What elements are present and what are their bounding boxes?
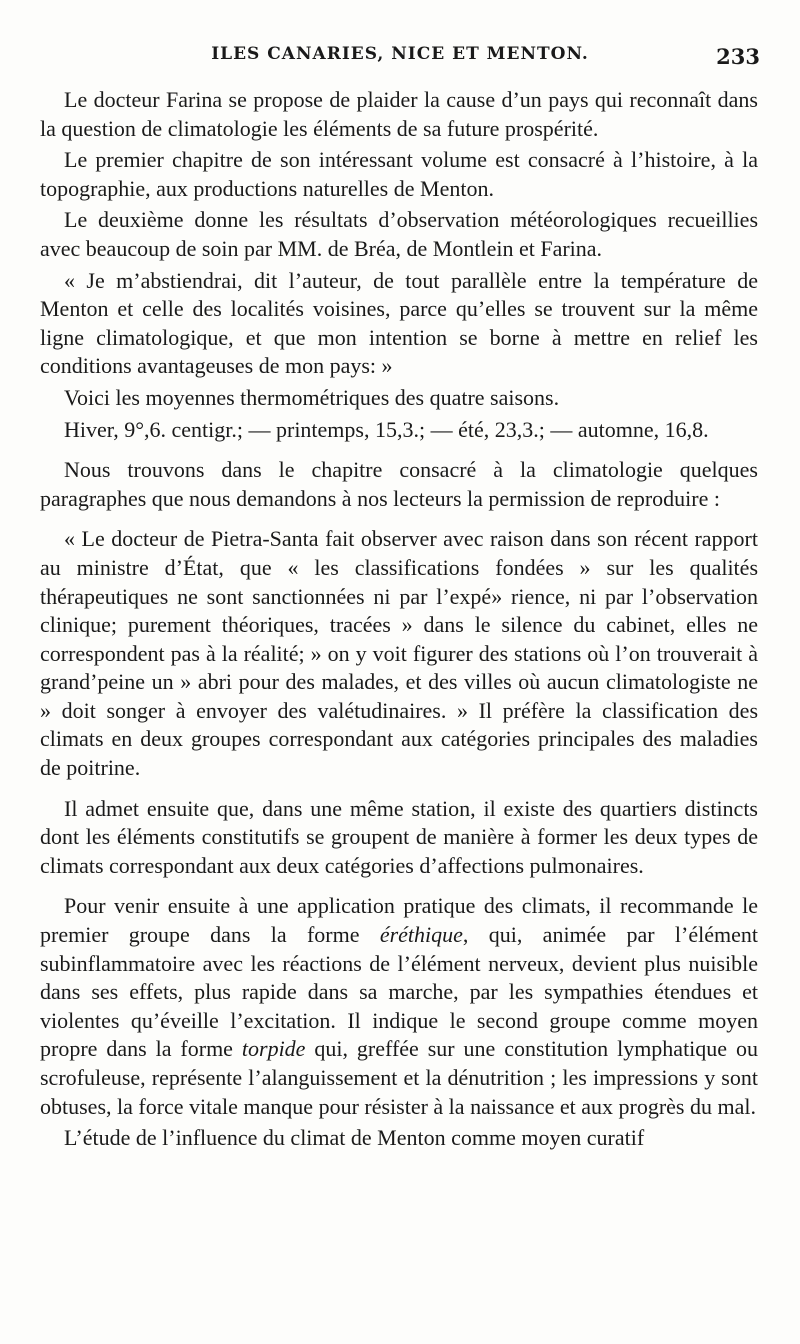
- paragraph-pietra-santa-quote: « Le docteur de Pietra-Santa fait observer avec raison dans son récent rapport au ministre d’État, que « les classifications fondées » sur les qualités thérapeutiques ne sont sanctionnées ni par l’expé» rience, ni par l’observation clinique; purement théoriques, tracées » dans le silence du cabinet, elles ne correspondent pas à la réalité; » on y voit figurer des stations où l’on trouverait à grand’peine un » abri pour des malades, et des villes où aucun climatologiste ne » doit songer à envoyer des valétudinaires. » Il préfère la classification des climats en deux groupes correspondant aux catégories principales des maladies de poitrine.: [40, 526, 758, 781]
- text-segment: qui, greffée sur une constitution lymphatique ou scrofuleuse, représente l’alanguissement et la dénutrition ; les impressions y sont obtuses, la force vitale manque pour résister à la naissance et aux progrès du mal.: [40, 1036, 758, 1119]
- paragraph-farina-intro: Le docteur Farina se propose de plaider la cause d’un pays qui reconnaît dans la question de climatologie les éléments de sa future prospérité.: [40, 87, 758, 141]
- text-segment: , qui, animée par l’élément subinflammatoire avec les réactions de l’élément nerveux, devient plus nuisible dans ses effets, plus rapide dans sa marche, par les sympathies étendues et violentes qu’éveille l’excitation. Il indique le second groupe comme moyen propre dans la forme: [40, 922, 758, 1062]
- paragraph-practical-application: [40, 892, 758, 1121]
- paragraph-season-intro: Voici les moyennes thermométriques des quatre saisons.: [64, 384, 560, 410]
- paragraph-first-chapter: Le premier chapitre de son intéressant volume est consacré à l’histoire, à la topographie, aux productions naturelles de Menton.: [40, 147, 758, 201]
- paragraph-climatology-chapter: Nous trouvons dans le chapitre consacré à la climatologie quelques paragraphes que nous demandons à nos lecteurs la permission de reproduire :: [40, 457, 758, 511]
- italic-term-erethique: éréthique: [379, 922, 463, 948]
- paragraph-quarters: Il admet ensuite que, dans une même station, il existe des quartiers distincts dont les éléments constitutifs se groupent de manière à former les deux types de climats correspondant aux deux catégories d’affections pulmonaires.: [40, 795, 758, 878]
- paragraph-season-temperatures: Hiver, 9°,6. centigr.; — printemps, 15,3.; — été, 23,3.; — automne, 16,8.: [64, 416, 709, 442]
- body-text: [40, 86, 758, 1156]
- text-segment: Pour venir ensuite à une application pratique des climats, il recommande le premier groupe dans la forme: [40, 893, 758, 948]
- italic-term-torpide: torpide: [241, 1036, 306, 1062]
- paragraph-menton-study: L’étude de l’influence du climat de Menton comme moyen curatif: [64, 1125, 645, 1151]
- running-title: ILES CANARIES, NICE ET MENTON.: [211, 44, 589, 64]
- page-header: [40, 44, 760, 74]
- paragraph-author-quote: « Je m’abstiendrai, dit l’auteur, de tout parallèle entre la température de Menton et celle des localités voisines, parce qu’elles se trouvent sur la même ligne climatologique, et que mon intention se borne à mettre en relief les conditions avantageuses de mon pays: »: [40, 267, 758, 379]
- page-number: 233: [716, 44, 760, 69]
- paragraph-second-chapter: Le deuxième donne les résultats d’observation météorologiques recueillies avec beaucoup de soin par MM. de Bréa, de Montlein et Farina.: [40, 207, 758, 261]
